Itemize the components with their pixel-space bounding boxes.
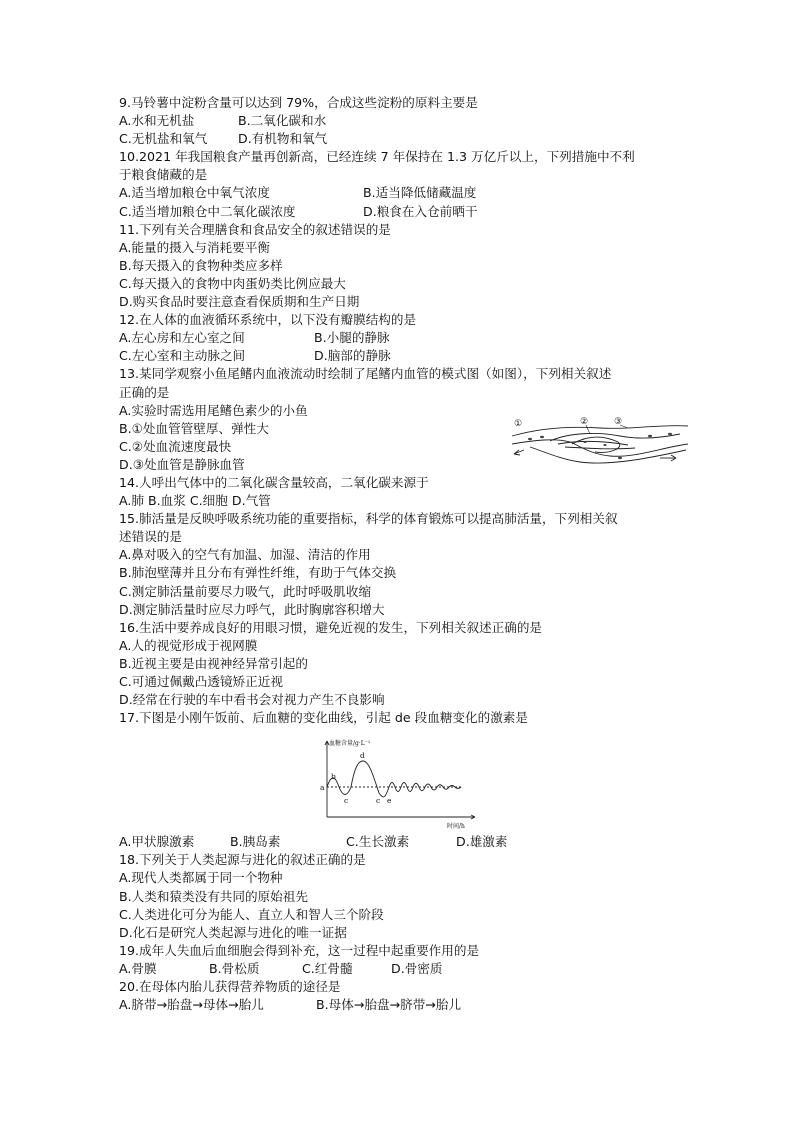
q13-option-c: C.②处血流速度最快: [119, 438, 232, 454]
q9-stem: 9.马铃薯中淀粉含量可以达到 79%，合成这些淀粉的原料主要是: [119, 95, 478, 110]
q16-option-a: A.人的视觉形成于视网膜: [119, 637, 258, 653]
q10-stem-line1: 10.2021 年我国粮食产量再创新高，已经连续 7 年保持在 1.3 万亿斤以上，下列措施中不利: [119, 149, 635, 165]
blood-cell: [583, 441, 586, 443]
q14-option-c: C.细胞: [189, 493, 228, 509]
q19-option-d: D.骨密质: [391, 960, 443, 976]
q15-option-c: C.测定肺活量前要尽力吸气，此时呼吸肌收缩: [119, 583, 372, 599]
y-axis-label: 血糖含量/g·L⁻¹: [329, 740, 371, 747]
point-label-a: a: [320, 783, 325, 792]
q19-option-c: C.红骨髓: [302, 960, 353, 976]
q13-option-d: D.③处血管是静脉血管: [119, 456, 245, 472]
exam-page: [119, 94, 679, 1014]
q12-stem: 12.在人体的血液循环系统中，以下没有瓣膜结构的是: [119, 312, 417, 328]
q10-option-b: B.适当降低储藏温度: [363, 185, 477, 201]
q11-option-a: A.能量的摄入与消耗要平衡: [119, 239, 270, 255]
q20-option-a: A.脐带→胎盘→母体→胎儿: [119, 997, 264, 1013]
q16-option-d: D.经常在行驶的车中看书会对视力产生不良影响: [119, 692, 385, 708]
q12-option-a: A.左心房和左心室之间: [119, 330, 245, 346]
q10-option-c: C.适当增加粮仓中二氧化碳浓度: [119, 203, 296, 219]
point-label-d: d: [360, 751, 365, 760]
q9-option-b: B.二氧化碳和水: [238, 113, 327, 129]
q12-options-row1: [119, 329, 679, 347]
capillary-1: [550, 433, 680, 441]
q19-stem: 19.成年人失血后血细胞会得到补充，这一过程中起重要作用的是: [119, 942, 480, 958]
vessel-top-wall: [512, 426, 688, 436]
q16-option-b: B.近视主要是由视神经异常引起的: [119, 655, 308, 671]
q9-option-d: D.有机物和氧气: [238, 131, 328, 147]
capillary-3: [565, 447, 635, 449]
q16-stem: 16.生活中要养成良好的用眼习惯，避免近视的发生，下列相关叙述正确的是: [119, 619, 543, 635]
q9-options-row1: [119, 112, 679, 130]
q11-option-d: D.购买食品时要注意查看保质期和生产日期: [119, 294, 360, 310]
q11-option-b: B.每天摄入的食物种类应多样: [119, 257, 283, 273]
q10-option-a: A.适当增加粮仓中氧气浓度: [119, 185, 270, 201]
q17-option-b: B.胰岛素: [230, 834, 281, 850]
q9-option-a: A.水和无机盐: [119, 113, 195, 129]
q13-option-b: B.①处血管管壁厚、弹性大: [119, 420, 269, 436]
blood-cell: [603, 444, 606, 446]
q18-option-a: A.现代人类都属于同一个物种: [119, 870, 283, 886]
flow-arrow-line: [514, 450, 524, 454]
q14-options: [119, 492, 679, 510]
q15-option-b: B.肺泡壁薄并且分布有弹性纤维，有助于气体交换: [119, 565, 397, 581]
x-axis-label: 时间/h: [447, 823, 465, 830]
q10-options-row2: [119, 203, 679, 221]
q20-option-b: B.母体→胎盘→脐带→胎儿: [316, 997, 462, 1013]
q14-stem: 14.人呼出气体中的二氧化碳含量较高，二氧化碳来源于: [119, 474, 429, 490]
blood-cell: [528, 438, 532, 440]
q14-option-b: B.血浆: [148, 493, 186, 509]
label-circle-3: ③: [614, 417, 623, 427]
vessel-lower-wall: [570, 442, 688, 456]
q11-option-c: C.每天摄入的食物中肉蛋奶类比例应最大: [119, 275, 346, 291]
point-label-c: c: [344, 796, 349, 805]
q12-options-row2: [119, 347, 679, 365]
point-label-e: e: [387, 796, 392, 805]
q17-option-a: A.甲状腺激素: [119, 834, 195, 850]
q18-option-c: C.人类进化可分为能人、直立人和智人三个阶段: [119, 906, 384, 922]
q9-option-c: C.无机盐和氧气: [119, 131, 208, 147]
q17-glucose-chart: [313, 735, 483, 830]
q18-option-b: B.人类和猿类没有共同的原始祖先: [119, 888, 308, 904]
label-circle-2: ②: [580, 417, 589, 427]
q12-option-d: D.脑部的静脉: [314, 348, 391, 364]
label-circle-1: ①: [514, 419, 523, 429]
q10-stem-line2: 于粮食储藏的是: [119, 167, 208, 183]
q15-option-d: D.测定肺活量时应尽力呼气，此时胸廓容积增大: [119, 601, 385, 617]
q13-stem-line2: 正确的是: [119, 384, 170, 400]
q19-option-b: B.骨松质: [209, 960, 260, 976]
q13-vessel-diagram: [510, 414, 690, 470]
q12-option-b: B.小腿的静脉: [314, 330, 390, 346]
blood-cell: [648, 435, 652, 437]
q11-stem: 11.下列有关合理膳食和食品安全的叙述错误的是: [119, 221, 391, 237]
point-label-c2: c: [376, 796, 381, 805]
q12-option-c: C.左心室和主动脉之间: [119, 348, 246, 364]
blood-cell: [668, 433, 672, 435]
capillary-loop: [572, 437, 620, 452]
q15-stem-line2: 述错误的是: [119, 529, 182, 545]
q19-option-a: A.骨膜: [119, 960, 157, 976]
point-label-b: b: [331, 772, 336, 781]
q9-options-row2: [119, 130, 679, 148]
blood-cell: [540, 436, 544, 438]
q13-stem-line1: 13.某同学观察小鱼尾鳍内血液流动时绘制了尾鳍内血管的模式图（如图），下列相关叙述: [119, 366, 612, 382]
q14-option-d: D.气管: [231, 493, 271, 509]
q18-stem: 18.下列关于人类起源与进化的叙述正确的是: [119, 852, 366, 868]
q19-options: [119, 960, 679, 978]
q20-options: [119, 996, 679, 1014]
q10-option-d: D.粮食在入仓前晒干: [363, 203, 478, 219]
q15-stem-line1: 15.肺活量是反映呼吸系统功能的重要指标，科学的体育锻炼可以提高肺活量，下列相关叙: [119, 511, 618, 527]
q17-option-d: D.雄激素: [456, 834, 508, 850]
q17-options: [119, 833, 679, 851]
q17-option-c: C.生长激素: [346, 834, 410, 850]
q18-option-d: D.化石是研究人类起源与进化的唯一证据: [119, 924, 347, 940]
q13-option-a: A.实验时需选用尾鳍色素少的小鱼: [119, 402, 308, 418]
glucose-curve: [327, 761, 461, 797]
q16-option-c: C.可通过佩戴凸透镜矫正近视: [119, 674, 283, 689]
q15-option-a: A.鼻对吸入的空气有加温、加湿、清洁的作用: [119, 547, 371, 563]
blood-cell: [618, 457, 622, 459]
q10-options-row1: [119, 184, 679, 202]
q17-stem: 17.下图是小刚午饭前、后血糖的变化曲线，引起 de 段血糖变化的激素是: [119, 710, 528, 726]
q14-option-a: A.肺: [119, 493, 144, 509]
q20-stem: 20.在母体内胎儿获得营养物质的途径是: [119, 979, 341, 995]
